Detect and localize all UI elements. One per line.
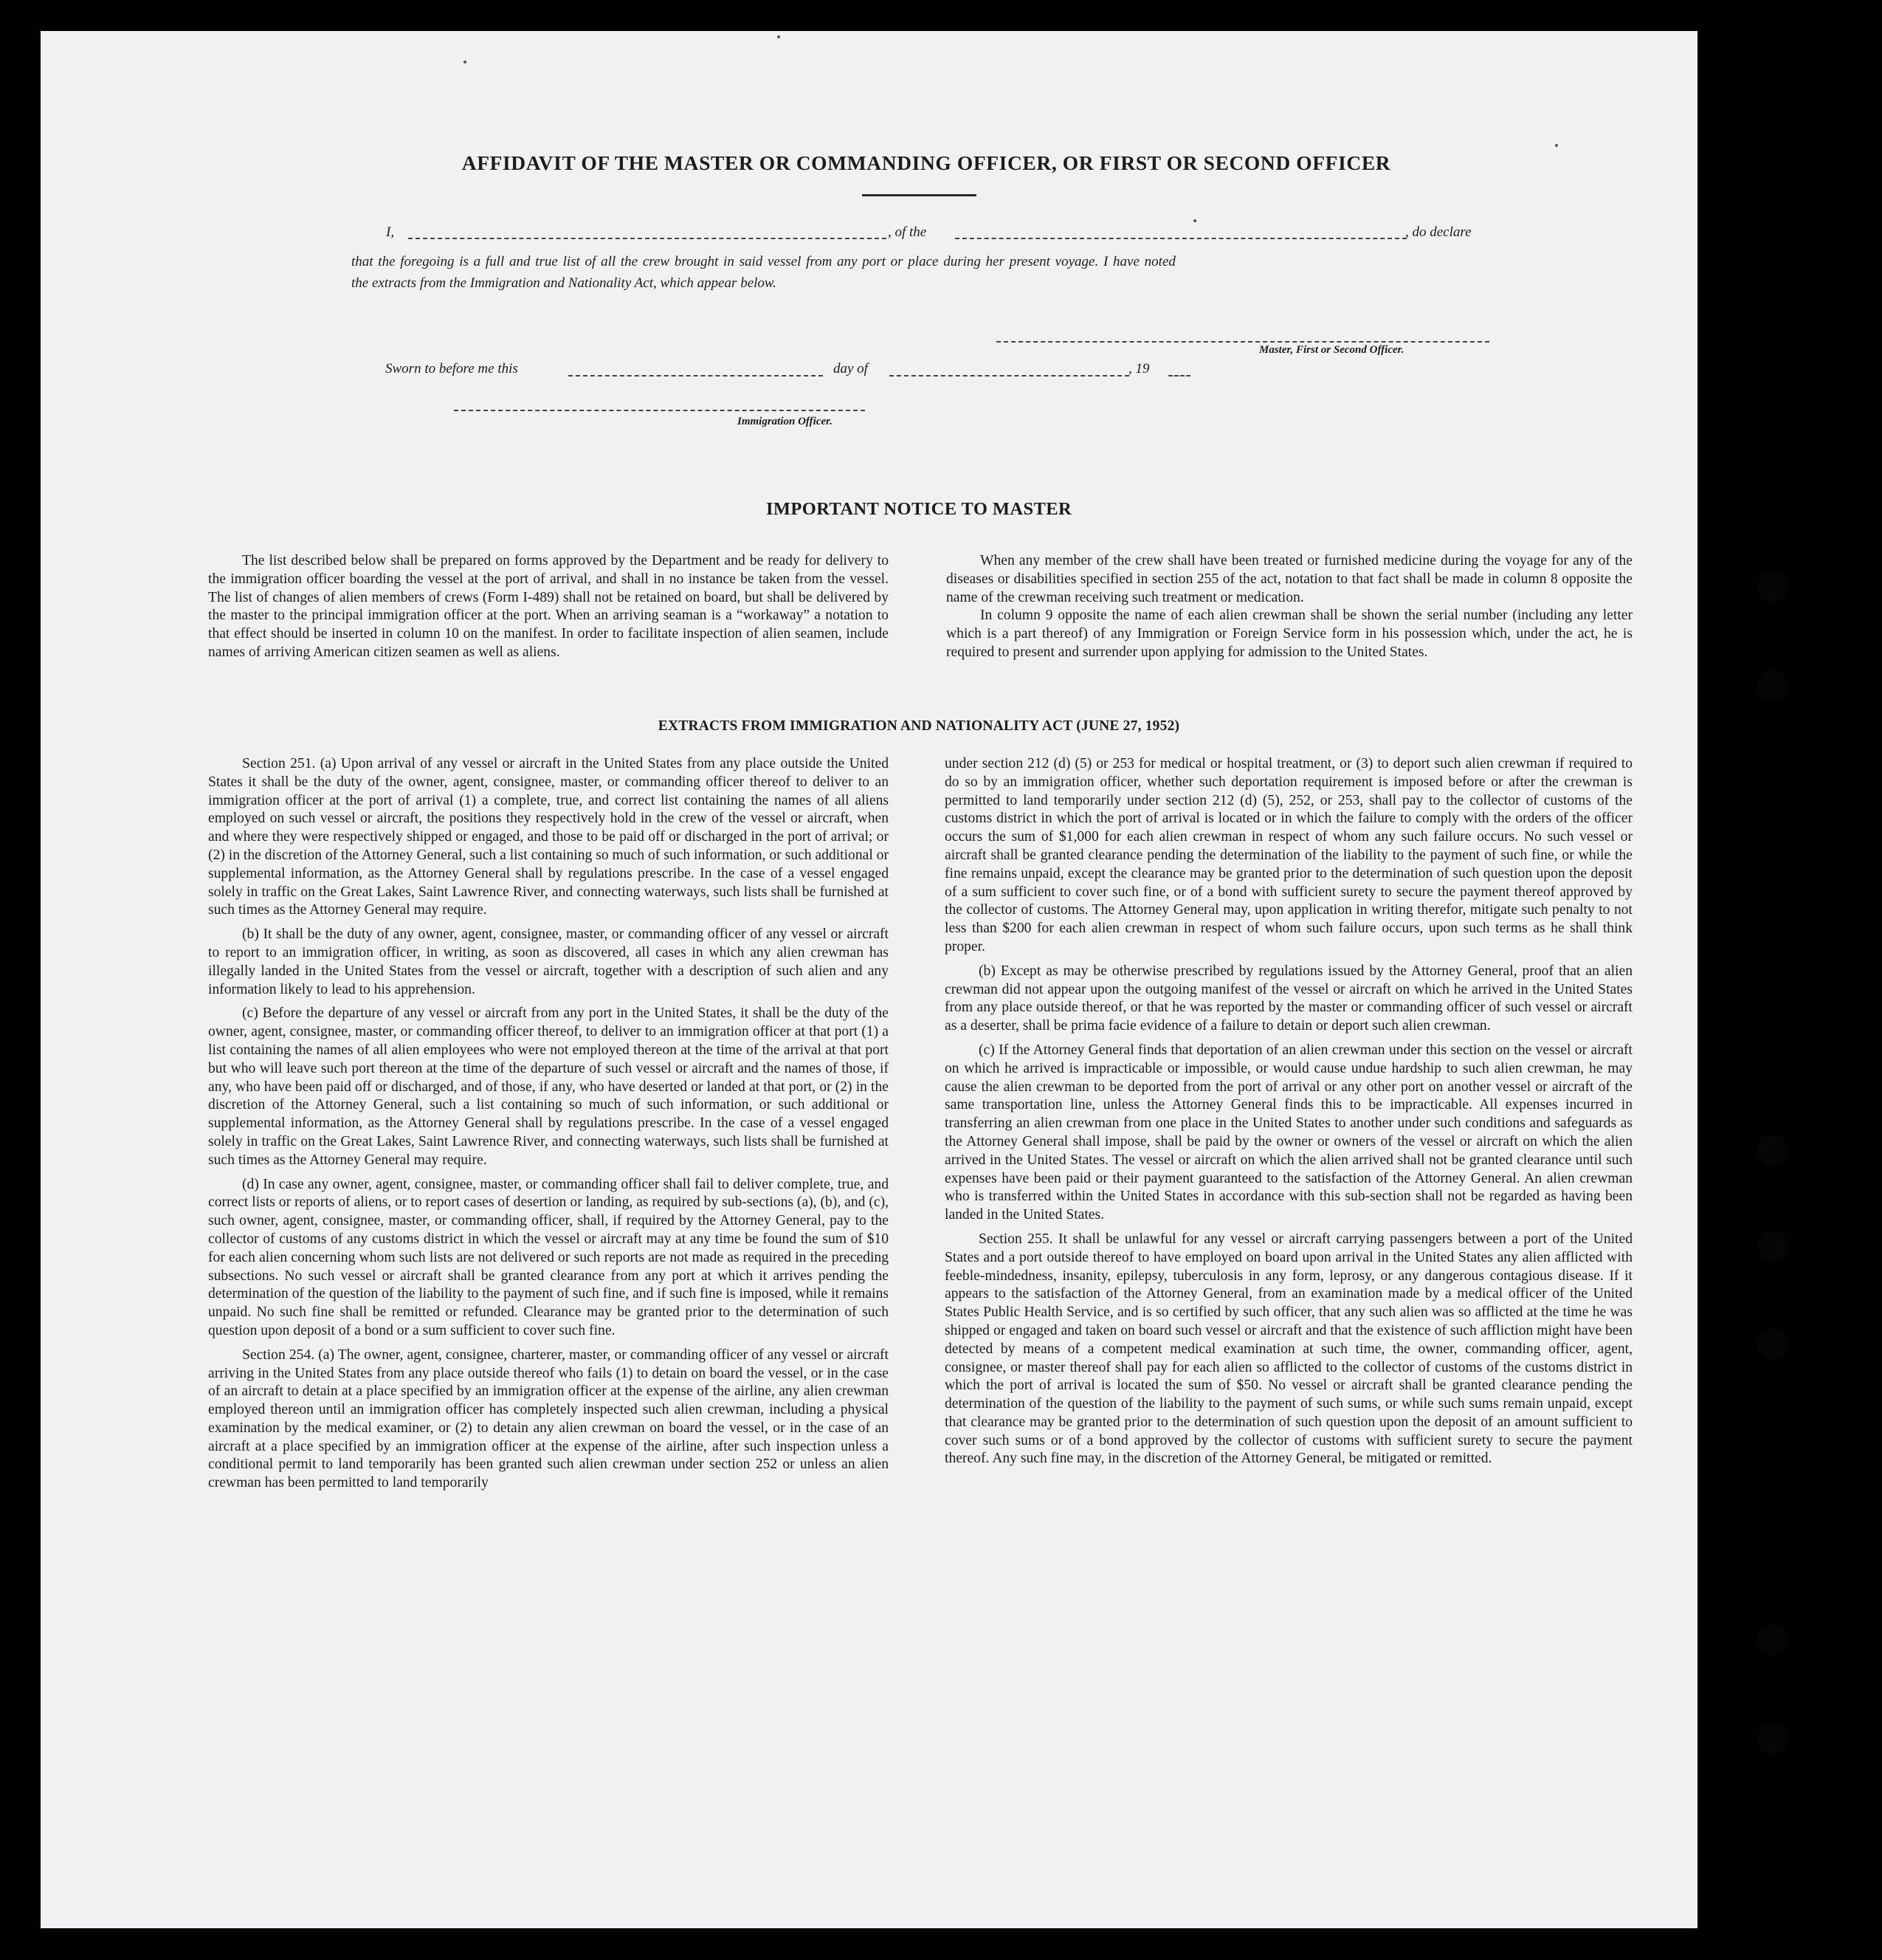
day-of-label: day of (833, 361, 868, 376)
binder-hole (1757, 1723, 1788, 1754)
sworn-month-field[interactable] (889, 375, 1129, 376)
vessel-field[interactable] (955, 238, 1407, 239)
do-declare-label: , do declare (1405, 224, 1472, 240)
sworn-year-field[interactable] (1168, 375, 1190, 376)
notice-title: IMPORTANT NOTICE TO MASTER (765, 499, 1072, 519)
declaration-text: the extracts from the Immigration and Nationality Act, which appear below. (351, 275, 776, 291)
title-rule (862, 194, 976, 196)
binder-hole (1757, 1231, 1788, 1262)
section-paragraph: (b) Except as may be otherwise prescribed by regulations issued by the Attorney General, proof that an alien crewman did not appear upon the outgoing manifest of the vessel or aircraft on which he arrived in the United States from any place outside thereof, or that he was reported by the master or commanding officer of such vessel or aircraft as a deserter, shall be prima facie evidence of a failure to detain or deport such alien crewman. (945, 963, 1633, 1034)
section-paragraph: Section 255. It shall be unlawful for any vessel or aircraft carrying passengers between a port of the United States and a port outside thereof to have employed on board upon arrival in the United States any alien afflicted with feeble-mindedness, insanity, epilepsy, tuberculosis in any form, leprosy, or any dangerous contagious disease. If it appears to the satisfaction of the Attorney General, from an examination made by a medical officer of the United States Public Health Service, and is so certified by such officer, that any such alien was so afflicted at the time he was shipped or engaged and taken on board such vessel or aircraft and that the existence of such affliction might have been detected by means of a competent medical examination at such time, the owner, commanding officer, agent, consignee, or master thereof shall pay for each alien so afflicted to the collector of customs of the customs district in which the port of arrival is located the sum of $50. No vessel or aircraft shall be granted clearance pending the determination of the question of the liability to the payment of such sums, or while such sums remain unpaid, except that clearance may be granted prior to the determination of such question upon the deposit of an amount sufficient to cover such sums or of a bond approved by the collector of customs with sufficient surety to secure the payment thereof. Any such fine may, in the discretion of the Attorney General, be mitigated or remitted. (945, 1231, 1633, 1467)
master-signature-line[interactable] (996, 341, 1489, 343)
section-paragraph: (d) In case any owner, agent, consignee, master, or commanding officer shall fail to deliver complete, true, and correct lists or reports of aliens, or to report cases of desertion or landing, as required by sub-sections (a), (b), and (c), such owner, agent, consignee, master, or commanding officer, shall, if required by the Attorney General, pay to the collector of customs of any customs district in which the vessel or aircraft may at any time be found the sum of $10 for each alien concerning whom such lists are not delivered or such reports are not made as required in the preceding subsections. No such vessel or aircraft shall be granted clearance from any port at which it arrives pending the determination of the question of the liability to the payment of such fine, and if such fine is imposed, while it remains unpaid. No such fine shall be remitted or refunded. Clearance may be granted prior to the determination of such question upon deposit of a bond or a sum sufficient to cover such fine. (208, 1176, 889, 1338)
name-field[interactable] (408, 238, 886, 239)
section-paragraph: (c) If the Attorney General finds that deportation of an alien crewman under this section on the vessel or aircraft on which he arrived is impracticable or impossible, or would cause undue hardship to such alien crewman, he may cause the alien crewman to be deported from the port of arrival or any other port on another vessel or aircraft of the same transportation line, unless the Attorney General finds this to be impracticable. All expenses incurred in transferring an alien crewman from one place in the United States to another under such conditions and safeguards as the Attorney General shall impose, shall be paid by the owner or owners of the vessel or aircraft on which the alien arrived in the United States. The vessel or aircraft on which the alien arrived shall not be granted clearance until such expenses have been paid or their payment guaranteed to the satisfaction of the Attorney General. An alien crewman who is transferred within the United States in accordance with this sub-section shall not be regarded as having been landed in the United States. (945, 1042, 1633, 1223)
scan-speck (1193, 219, 1196, 222)
scan-speck (1555, 144, 1558, 147)
declaration-text: that the foregoing is a full and true list of all the crew brought in said vessel from any port or place during her present voyage. I have noted (351, 254, 1176, 269)
officer-signature-line[interactable] (454, 410, 865, 411)
notice-right-column (946, 552, 1633, 662)
binder-hole (1757, 670, 1788, 701)
of-the-label: , of the (888, 224, 927, 240)
extracts-title: EXTRACTS FROM IMMIGRATION AND NATIONALITY ACT (JUNE 27, 1952) (658, 718, 1180, 734)
binder-hole (1757, 1329, 1788, 1360)
section-paragraph: (b) It shall be the duty of any owner, agent, consignee, master, or commanding officer of any vessel or aircraft to report to an immigration officer, in writing, as soon as discovered, all cases in which any alien crewman has illegally landed in the United States from the vessel or aircraft, together with a description of such alien and any information likely to lead to his apprehension. (208, 926, 889, 997)
sworn-day-field[interactable] (568, 375, 823, 376)
section-paragraph: under section 212 (d) (5) or 253 for medical or hospital treatment, or (3) to deport such alien crewman if required to do so by an immigration officer, whether such deportation requirement is imposed before or after the crewman is permitted to land temporarily under section 212 (d) (5), 252, or 253, shall pay to the collector of customs of the customs district in which the port of arrival is located or in which the failure to comply with the orders of the officer occurs the sum of $1,000 for each alien crewman in respect of whom any such failure occurs. No such vessel or aircraft shall be granted clearance pending the determination of the liability to the payment of such fine, or while the fine remains unpaid, except the clearance may be granted prior to the determination of such question upon the deposit of a sum sufficient to cover such fine, or of a bond with sufficient surety to secure the payment thereof approved by the collector of customs. The Attorney General may, upon application in writing therefor, mitigate such penalty to not less than $200 for each alien crewman in respect of whom such failure occurs, upon such terms as he shall think proper. (945, 756, 1633, 955)
officer-signature-caption: Immigration Officer. (737, 416, 833, 427)
extracts-left-column (208, 755, 889, 1493)
notice-left-column (208, 552, 889, 662)
section-paragraph: Section 254. (a) The owner, agent, consignee, charterer, master, or commanding officer of any vessel or aircraft arriving in the United States from any place outside thereof who fails (1) to detain on board the vessel, or in the case of an aircraft to detain at a place specified by an immigration officer at the expense of the airline, any alien crewman employed thereon until an immigration officer has completely inspected such alien crewman, including a physical examination by the medical examiner, or (2) to detain any alien crewman on board the vessel, or in the case of an aircraft at a place specified by an immigration officer at the expense of the airline, after such inspection unless a conditional permit to land temporarily has been granted such alien crewman under section 252 or unless an alien crewman has been permitted to land temporarily (208, 1347, 889, 1491)
notice-paragraph: In column 9 opposite the name of each alien crewman shall be shown the serial number (including any letter which is a part thereof) of any Immigration or Foreign Service form in his possession which, under the act, he is required to present and surrender upon applying for admission to the United States. (946, 608, 1633, 660)
section-paragraph: Section 251. (a) Upon arrival of any vessel or aircraft in the United States from any place outside the United States it shall be the duty of the owner, agent, consignee, master, or commanding officer thereof to deliver to an immigration officer at the port of arrival (1) a complete, true, and correct list containing the names of all aliens employed on such vessel or aircraft, the positions they respectively hold in the crew of the vessel or aircraft, when and where they were respectively shipped or engaged, and those to be paid off or discharged in the port of arrival; or (2) in the discretion of the Attorney General, such a list containing so much of such information, or such additional or supplemental information, as the Attorney General shall by regulations prescribe. In the case of a vessel engaged solely in traffic on the Great Lakes, Saint Lawrence River, and connecting waterways, such lists shall be furnished at such times as the Attorney General may require. (208, 756, 889, 918)
binder-hole (1757, 1624, 1788, 1655)
scan-speck (777, 35, 780, 38)
i-label: I, (386, 224, 395, 240)
year-label: , 19 (1128, 361, 1150, 376)
extracts-right-column (945, 755, 1633, 1468)
notice-paragraph: When any member of the crew shall have been treated or furnished medicine during the voyage for any of the diseases or disabilities specified in section 255 of the act, notation to that fact shall be made in column 8 opposite the name of the crewman receiving such treatment or medication. (946, 553, 1633, 605)
section-paragraph: (c) Before the departure of any vessel or aircraft from any port in the United States, it shall be the duty of the owner, agent, consignee, master, or commanding officer thereof, to deliver to an immigration officer at that port (1) a list containing the names of all alien employees who were not employed thereon at the time of the arrival at that port but who will leave such port thereon at the time of the departure of such vessel or aircraft and the names of those, if any, who have been paid off or discharged, and of those, if any, who have deserted or landed at that port, or (2) in the discretion of the Attorney General, such a list containing so much of such information, or such additional or supplemental information, as the Attorney General shall by regulations prescribe. In the case of a vessel engaged solely in traffic on the Great Lakes, Saint Lawrence River, and connecting waterways, such lists shall be furnished at such times as the Attorney General may require. (208, 1005, 889, 1168)
affidavit-title: AFFIDAVIT OF THE MASTER OR COMMANDING OFFICER, OR FIRST OR SECOND OFFICER (461, 151, 1391, 174)
master-signature-caption: Master, First or Second Officer. (1259, 344, 1404, 356)
sworn-label: Sworn to before me this (385, 361, 518, 376)
binder-hole (1757, 571, 1788, 602)
scan-speck (463, 61, 466, 63)
notice-paragraph: The list described below shall be prepared on forms approved by the Department and be ready for delivery to the immigration officer boarding the vessel at the port of arrival, and shall in no instance be taken from the vessel. The list of changes of alien members of crews (Form I-489) shall not be retained on board, but shall be delivered by the master to the principal immigration officer at the port. When an arriving seaman is a “workaway” a notation to that effect should be inserted in column 10 on the manifest. In order to facilitate inspection of alien seamen, include names of arriving American citizen seamen as well as aliens. (208, 553, 889, 660)
binder-hole (1757, 1135, 1788, 1166)
